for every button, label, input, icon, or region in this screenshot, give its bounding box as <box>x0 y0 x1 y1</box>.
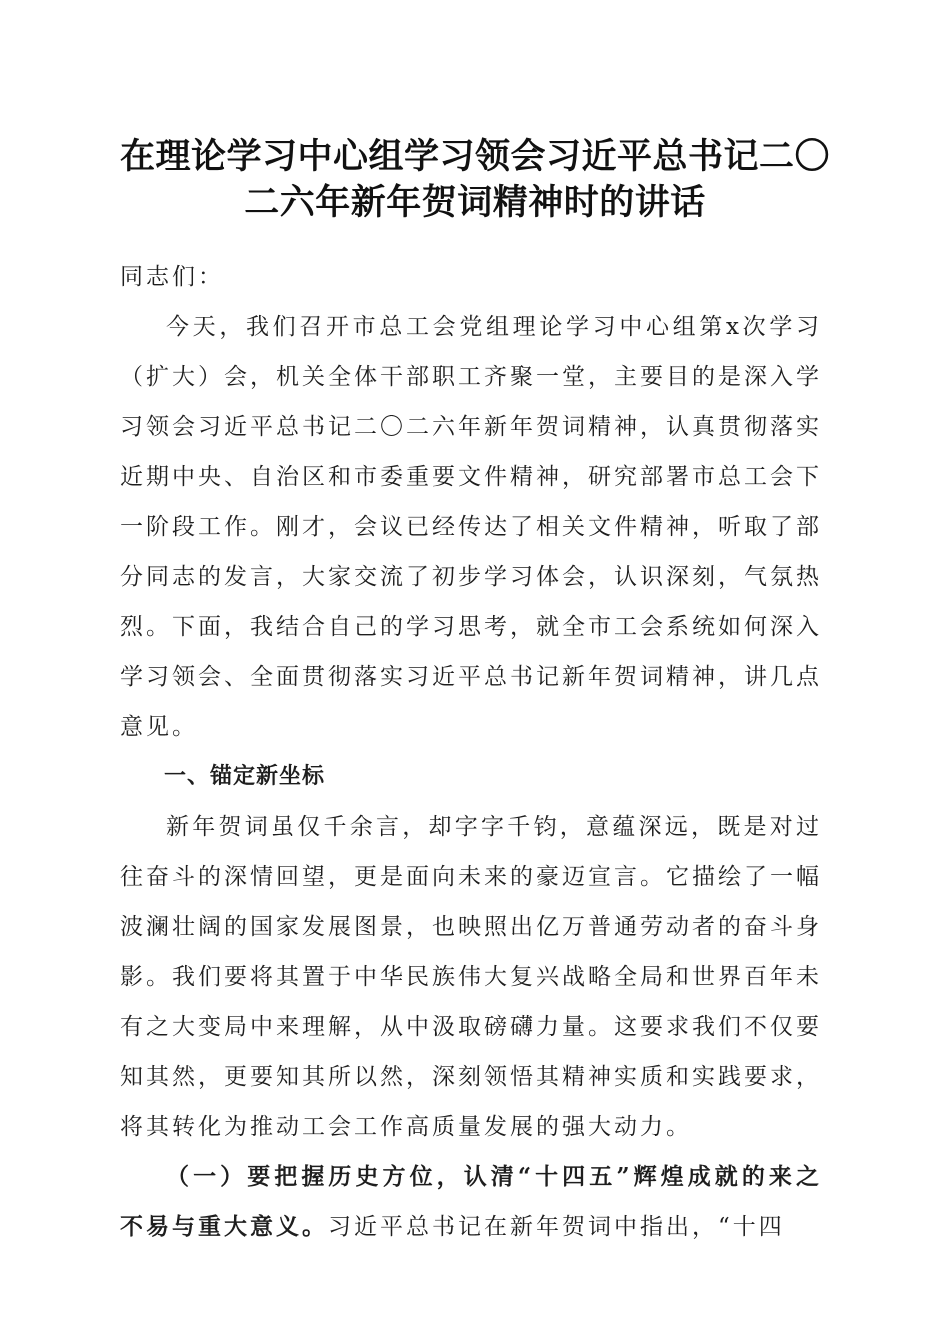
document-body <box>120 252 822 1252</box>
document-title <box>100 134 850 226</box>
subsection-1-heading: （一）要把握历史方位，认清“十四五”辉煌成就的来之不易与重大意义。 <box>120 1163 822 1240</box>
section-1-heading: 一、锚定新坐标 <box>164 764 326 789</box>
section-1-paragraph: 新年贺词虽仅千余言，却字字千钧，意蕴深远，既是对过往奋斗的深情回望，更是面向未来的豪迈宣言。它描绘了一幅波澜壮阔的国家发展图景，也映照出亿万普通劳动者的奋斗身影。我们要将其置于中华民族伟大复兴战略全局和世界百年未有之大变局中来理解，从中汲取磅礴力量。这要求我们不仅要知其然，更要知其所以然，深刻领悟其精神实质和实践要求，将其转化为推动工会工作高质量发展的强大动力。 <box>120 814 822 1140</box>
subsection-1-text: 习近平总书记在新年贺词中指出，“十四 <box>328 1214 785 1240</box>
subsection-1-paragraph <box>120 1152 822 1252</box>
intro-paragraph: 今天，我们召开市总工会党组理论学习中心组第x次学习（扩大）会，机关全体干部职工齐聚一堂，主要目的是深入学习领会习近平总书记二〇二六年新年贺词精神，认真贯彻落实近期中央、自治区和市委重要文件精神，研究部署市总工会下一阶段工作。刚才，会议已经传达了相关文件精神，听取了部分同志的发言，大家交流了初步学习体会，认识深刻，气氛热烈。下面，我结合自己的学习思考，就全市工会系统如何深入学习领会、全面贯彻落实习近平总书记新年贺词精神，讲几点意见。 <box>120 314 822 740</box>
title-line-2: 二六年新年贺词精神时的讲话 <box>244 182 706 223</box>
salutation: 同志们： <box>120 264 224 290</box>
title-line-1: 在理论学习中心组学习领会习近平总书记二〇 <box>119 136 830 177</box>
